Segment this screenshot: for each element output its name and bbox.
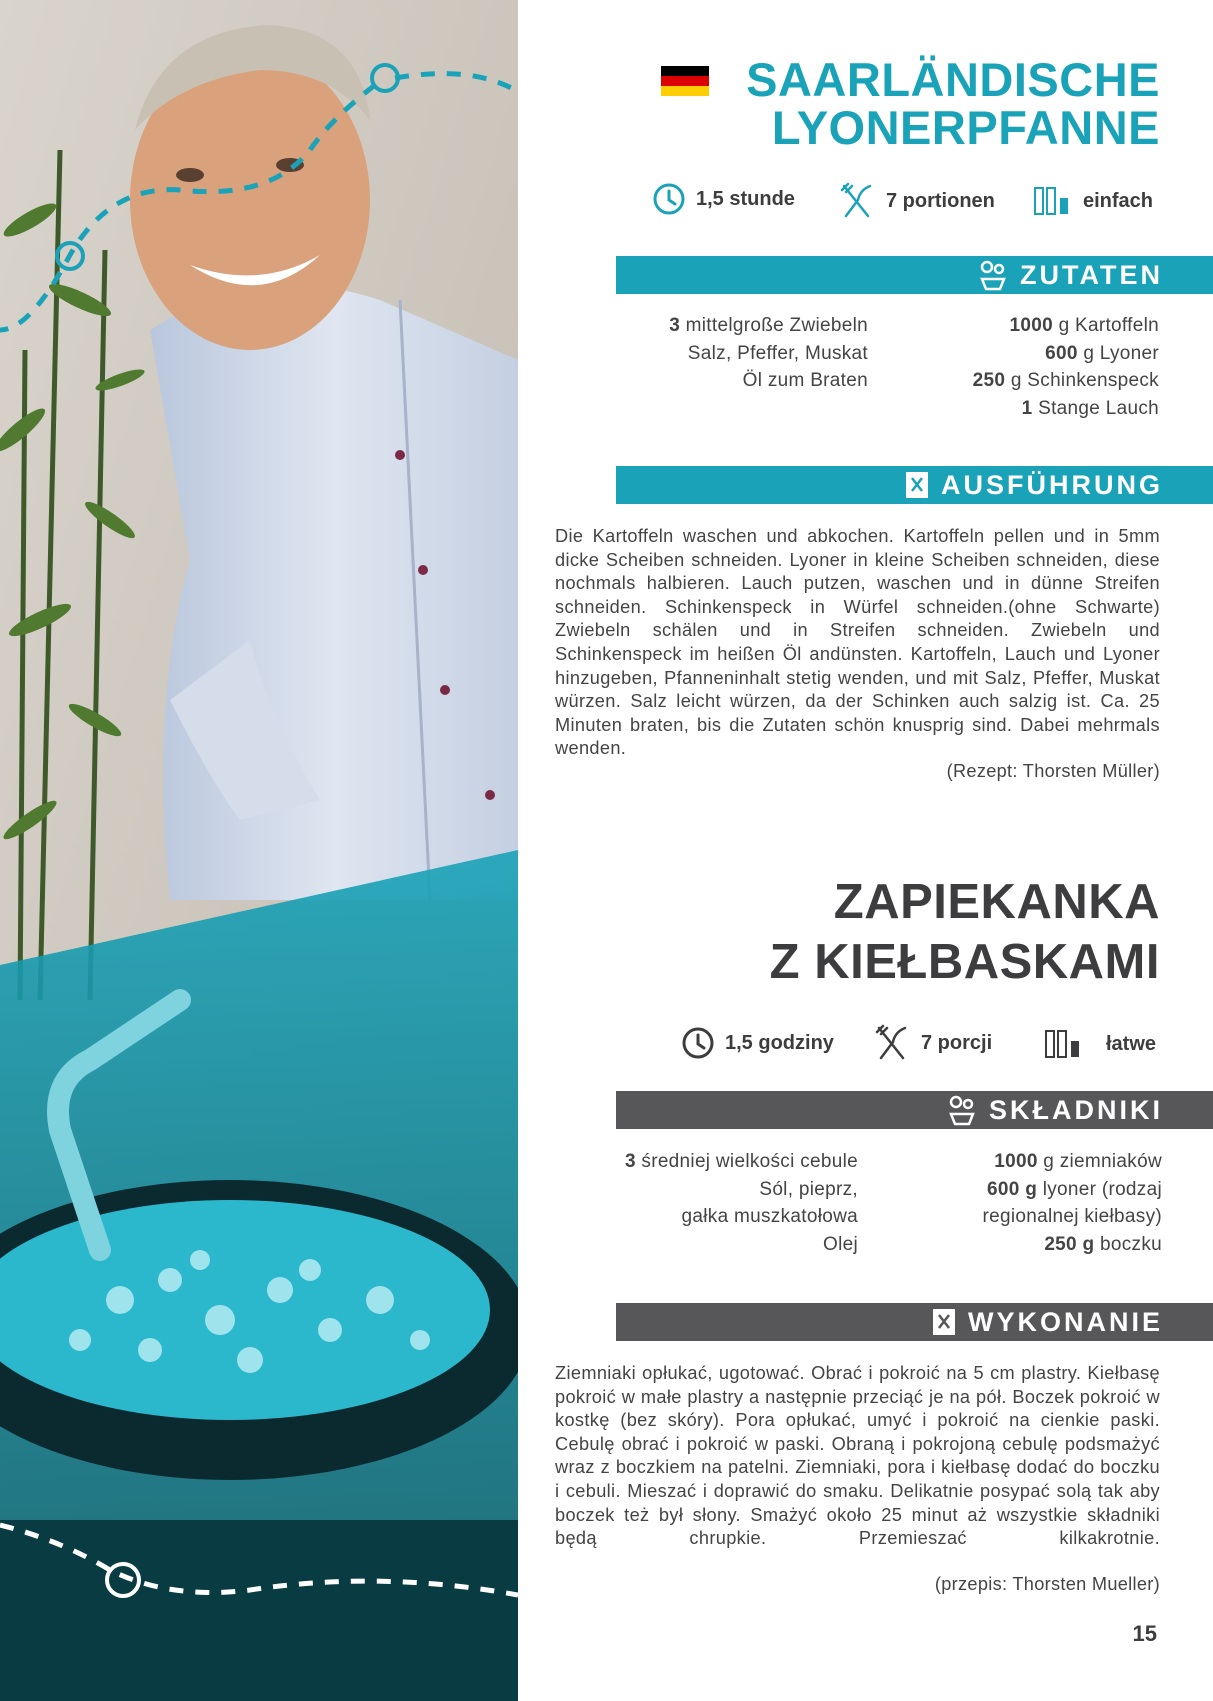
list-item: Öl zum Braten [742, 370, 868, 392]
german-credit: (Rezept: Thorsten Müller) [946, 761, 1160, 781]
german-ingredients-right [973, 312, 1159, 422]
list-item: 1000 g ziemniaków [994, 1151, 1162, 1172]
german-time: 1,5 stunde [652, 182, 795, 216]
german-method-header: AUSFÜHRUNG [616, 466, 1213, 504]
chef-photo [0, 0, 518, 1701]
list-item: 250 g boczku [1044, 1233, 1162, 1255]
list-item: 1000 g Kartoffeln [1009, 315, 1159, 336]
german-ingredients-header: ZUTATEN [616, 256, 1213, 294]
list-item: Sól, pieprz, [759, 1178, 858, 1200]
list-item: 250 g Schinkenspeck [972, 370, 1159, 392]
polish-time: 1,5 godziny [681, 1026, 834, 1060]
list-item: 1 Stange Lauch [1021, 397, 1159, 419]
german-method-text: Die Kartoffeln waschen und abkochen. Kartoffeln pellen und in 5mm dicke Scheiben schneiden. Lyoner in kleine Scheiben schneiden, diese nochmals halbieren. Lauch putzen, waschen und in dünne Streifen schneiden. Schinkenspeck in Würfel schneiden.(ohne Schwarte) Zwiebeln schälen und in Streifen schneiden. Zwiebeln und Schinkenspeck im heißen Öl andünsten. Kartoffeln, Lauch und Lyoner hinzugeben, Pfanneninhalt stetig wenden, und mit Salz, Pfeffer, Muskat würzen. Salz leicht würzen, da der Schinken auch salzig ist. Ca. 25 Minuten braten, bis die Zutaten schön knusprig sind. Dabei mehrmals wenden. [555, 526, 1160, 759]
fork-knife-icon [838, 182, 876, 220]
polish-credit: (przepis: Thorsten Mueller) [934, 1574, 1160, 1594]
polish-ingredients-right [982, 1148, 1162, 1258]
list-item: gałka muszkatołowa [681, 1206, 858, 1228]
list-item: regionalnej kiełbasy) [982, 1206, 1162, 1228]
polish-ingredients-left [625, 1148, 858, 1258]
german-recipe-title: SAARLÄNDISCHE LYONERPFANNE [746, 53, 1160, 154]
list-item: Olej [823, 1233, 858, 1255]
difficulty-bars-icon [1044, 1029, 1084, 1059]
ingredients-icon [947, 1094, 977, 1126]
polish-method-header: WYKONANIE [616, 1303, 1213, 1341]
clock-icon [681, 1026, 715, 1060]
list-item: Salz, Pfeffer, Muskat [687, 342, 868, 364]
fork-knife-icon [873, 1024, 911, 1062]
polish-servings: 7 porcji [873, 1024, 992, 1062]
polish-method-text: Ziemniaki opłukać, ugotować. Obrać i pokroić na 5 cm plastry. Kiełbasę pokroić w małe plastry a następnie przeciąć je na pół. Boczek pokroić w kostkę (bez skóry). Pora opłukać, umyć i pokroić na cienkie paski. Cebulę obrać i pokroić w paski. Obraną i pokrojoną cebulę podsmażyć wraz z boczkiem na patelni. Ziemniaki, pora i kiełbasę dodać do boczku i cebuli. Mieszać i doprawić do smaku. Delikatnie posypać solą tak aby boczek też był słony. Smażyć około 25 minut aż wszystkie składniki będą chrupkie. Przemieszać kilkakrotnie. [555, 1363, 1160, 1549]
recipe-book-icon [905, 471, 929, 499]
list-item: 600 g lyoner (rodzaj [987, 1178, 1162, 1200]
german-servings: 7 portionen [838, 182, 995, 220]
polish-difficulty: łatwe [1044, 1029, 1156, 1059]
page-number: 15 [1132, 1621, 1157, 1646]
ingredients-icon [978, 259, 1008, 291]
list-item: 600 g Lyoner [1045, 342, 1159, 364]
german-ingredients-left [669, 312, 868, 395]
difficulty-bars-icon [1033, 186, 1073, 216]
recipe-book-icon [932, 1308, 956, 1336]
list-item: 3 średniej wielkości cebule [624, 1151, 858, 1172]
list-item: 3 mittelgroße Zwiebeln [669, 315, 868, 336]
polish-recipe-title: ZAPIEKANKA Z KIEŁBASKAMI [769, 875, 1160, 989]
polish-ingredients-header: SKŁADNIKI [616, 1091, 1213, 1129]
clock-icon [652, 182, 686, 216]
german-difficulty: einfach [1033, 186, 1153, 216]
